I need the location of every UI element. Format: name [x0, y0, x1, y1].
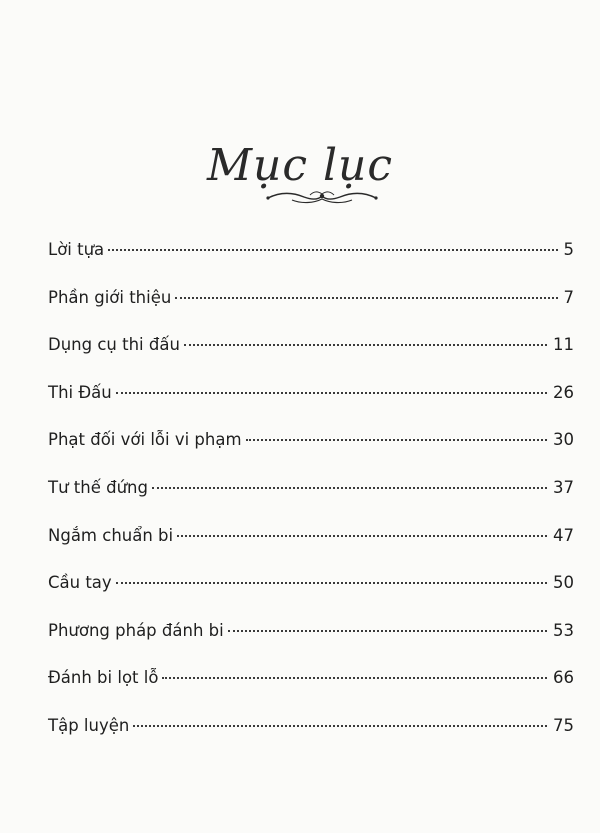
dot-leader — [228, 630, 547, 632]
toc-entry[interactable] — [48, 621, 574, 669]
toc-entry-page: 66 — [553, 668, 574, 688]
table-of-contents — [48, 240, 574, 764]
dot-leader — [116, 392, 547, 394]
toc-entry-page: 47 — [553, 525, 574, 545]
toc-entry[interactable] — [48, 383, 574, 431]
toc-entry[interactable] — [48, 573, 574, 621]
toc-entry-label: Thi Đấu — [48, 382, 112, 402]
toc-entry[interactable] — [48, 288, 574, 336]
toc-entry-label: Cầu tay — [48, 573, 112, 593]
toc-entry-page: 30 — [553, 430, 574, 450]
toc-entry[interactable] — [48, 478, 574, 526]
dot-leader — [116, 582, 547, 584]
dot-leader — [177, 535, 547, 537]
dot-leader — [246, 439, 547, 441]
toc-entry-label: Ngắm chuẩn bi — [48, 525, 174, 545]
dot-leader — [108, 249, 557, 251]
dot-leader — [152, 487, 547, 489]
toc-entry[interactable] — [48, 240, 574, 288]
toc-entry-page: 5 — [563, 240, 574, 259]
toc-entry-page: 53 — [553, 620, 574, 640]
toc-entry-label: Đánh bi lọt lỗ — [48, 668, 159, 688]
dot-leader — [162, 677, 547, 679]
toc-entry-page: 26 — [553, 382, 574, 402]
toc-entry-label: Tư thế đứng — [48, 477, 148, 497]
toc-entry-label: Tập luyện — [48, 715, 130, 735]
toc-entry-label: Lời tựa — [48, 240, 105, 259]
flourish-ornament-icon — [262, 188, 382, 206]
toc-entry-page: 50 — [553, 573, 574, 593]
toc-entry[interactable] — [48, 668, 574, 716]
toc-entry-page: 37 — [553, 477, 574, 497]
toc-entry[interactable] — [48, 430, 574, 478]
dot-leader — [184, 344, 547, 346]
toc-entry-label: Phạt đối với lỗi vi phạm — [48, 430, 242, 450]
toc-entry[interactable] — [48, 716, 574, 764]
toc-entry-page: 7 — [563, 287, 574, 307]
toc-entry-label: Phần giới thiệu — [48, 287, 172, 307]
toc-entry[interactable] — [48, 335, 574, 383]
toc-entry-label: Phương pháp đánh bi — [48, 620, 224, 640]
toc-entry-page: 11 — [553, 335, 574, 355]
toc-entry[interactable] — [48, 526, 574, 574]
dot-leader — [175, 297, 557, 299]
page-title: Mục lục — [206, 140, 394, 191]
toc-entry-page: 75 — [553, 715, 574, 735]
dot-leader — [133, 725, 547, 727]
toc-entry-label: Dụng cụ thi đấu — [48, 335, 180, 355]
